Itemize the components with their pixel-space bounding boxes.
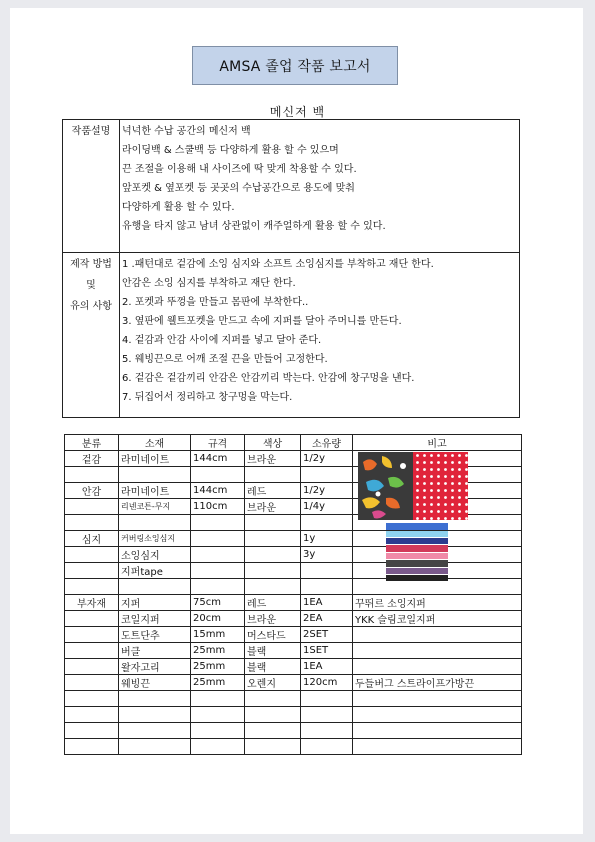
table-cell [65, 691, 119, 707]
materials-header-row [65, 435, 522, 451]
table-cell [119, 691, 191, 707]
description-table [62, 119, 520, 418]
table-cell [245, 579, 301, 595]
table-cell: 안감 [65, 483, 119, 499]
table-cell [65, 675, 119, 691]
table-cell [301, 691, 353, 707]
table-cell: 소잉심지 [119, 547, 191, 563]
table-cell: 1/4y [301, 499, 353, 515]
table-cell: 144cm [191, 483, 245, 499]
table-cell [65, 643, 119, 659]
table-cell [119, 739, 191, 755]
table-cell [191, 515, 245, 531]
table-cell: 1/2y [301, 483, 353, 499]
method-label-line: 제작 방법 [70, 259, 112, 270]
table-cell: 코일지퍼 [119, 611, 191, 627]
table-row [65, 595, 522, 611]
method-label-cell [63, 253, 120, 418]
table-cell: 블랙 [245, 643, 301, 659]
materials-header-cell: 규격 [191, 435, 245, 451]
table-cell: 머스타드 [245, 627, 301, 643]
table-cell: 레드 [245, 595, 301, 611]
table-cell: 겉감 [65, 451, 119, 467]
table-cell [245, 723, 301, 739]
method-step: 7. 뒤집어서 정리하고 창구멍을 막는다. [122, 392, 293, 403]
table-cell [245, 739, 301, 755]
materials-header-cell: 비고 [353, 435, 522, 451]
table-cell: YKK 슬림코일지퍼 [353, 611, 522, 627]
table-row [65, 611, 522, 627]
table-cell [65, 611, 119, 627]
table-cell: 1y [301, 531, 353, 547]
materials-header-cell: 소유량 [301, 435, 353, 451]
table-cell: 왈자고리 [119, 659, 191, 675]
materials-header-cell: 분류 [65, 435, 119, 451]
table-cell: 1SET [301, 643, 353, 659]
description-text-cell [120, 120, 520, 253]
table-cell [245, 467, 301, 483]
method-step: 1 .패턴대로 겉감에 소잉 심지와 소프트 소잉심지를 부착하고 재단 한다. [122, 259, 434, 270]
webbing-strap-image [386, 523, 448, 581]
table-cell: 3y [301, 547, 353, 563]
table-cell: 오렌지 [245, 675, 301, 691]
table-cell [301, 739, 353, 755]
table-cell: 1EA [301, 659, 353, 675]
table-cell: 심지 [65, 531, 119, 547]
table-cell [65, 547, 119, 563]
table-cell: 144cm [191, 451, 245, 467]
table-cell [119, 707, 191, 723]
table-cell [65, 499, 119, 515]
table-row [65, 579, 522, 595]
table-cell [301, 707, 353, 723]
description-line: 넉넉한 수납 공간의 메신저 백 [122, 126, 251, 137]
method-step: 3. 옆판에 웰트포켓을 만드고 속에 지퍼를 달아 주머니를 만든다. [122, 316, 402, 327]
table-row [65, 659, 522, 675]
table-cell: 브라운 [245, 451, 301, 467]
description-line: 라이딩백 & 스쿨백 등 다양하게 활용 할 수 있으며 [122, 145, 339, 156]
description-line: 유행을 타지 않고 남녀 상관없이 캐주얼하게 활용 할 수 있다. [122, 221, 386, 232]
table-cell: 레드 [245, 483, 301, 499]
table-cell: 라미네이트 [119, 451, 191, 467]
table-cell [65, 563, 119, 579]
table-cell: 110cm [191, 499, 245, 515]
table-cell [245, 563, 301, 579]
table-cell: 지퍼 [119, 595, 191, 611]
table-row [65, 691, 522, 707]
method-label-line: 유의 사항 [70, 301, 112, 312]
table-cell [65, 707, 119, 723]
table-cell [65, 467, 119, 483]
table-cell [191, 723, 245, 739]
method-step: 4. 겉감과 안감 사이에 지퍼를 넣고 달아 준다. [122, 335, 322, 346]
table-cell [191, 467, 245, 483]
table-cell [353, 643, 522, 659]
table-row [65, 627, 522, 643]
table-cell: 커버링소잉심지 [119, 531, 191, 547]
table-cell: 브라운 [245, 499, 301, 515]
table-cell [65, 739, 119, 755]
table-cell: 1/2y [301, 451, 353, 467]
table-cell [245, 531, 301, 547]
description-line: 끈 조절을 이용해 내 사이즈에 딱 맞게 착용할 수 있다. [122, 164, 357, 175]
table-cell: 리넨코튼-무지 [119, 499, 191, 515]
description-label-cell [63, 120, 120, 253]
table-cell: 버클 [119, 643, 191, 659]
table-cell [301, 563, 353, 579]
materials-header-cell: 소재 [119, 435, 191, 451]
table-cell: 두들버그 스트라이프가방끈 [353, 675, 522, 691]
table-cell [65, 723, 119, 739]
table-row [65, 675, 522, 691]
table-row [65, 723, 522, 739]
table-cell [245, 691, 301, 707]
table-cell: 25mm [191, 643, 245, 659]
table-cell [65, 515, 119, 531]
description-line: 다양하게 활용 할 수 있다. [122, 202, 235, 213]
table-cell: 지퍼tape [119, 563, 191, 579]
table-cell [191, 739, 245, 755]
table-cell: 15mm [191, 627, 245, 643]
table-cell [353, 707, 522, 723]
table-cell [119, 515, 191, 531]
table-cell [119, 579, 191, 595]
table-cell: 25mm [191, 659, 245, 675]
table-row [65, 739, 522, 755]
table-cell [301, 723, 353, 739]
table-cell: 2SET [301, 627, 353, 643]
materials-header-cell: 색상 [245, 435, 301, 451]
table-cell: 웨빙끈 [119, 675, 191, 691]
report-title: AMSA 졸업 작품 보고서 [192, 46, 398, 85]
table-cell [353, 659, 522, 675]
table-cell: 브라운 [245, 611, 301, 627]
table-cell: 1EA [301, 595, 353, 611]
table-cell: 75cm [191, 595, 245, 611]
table-row [65, 643, 522, 659]
table-cell [245, 707, 301, 723]
fabric-swatch-image [358, 452, 468, 520]
table-cell [245, 547, 301, 563]
table-cell [191, 531, 245, 547]
method-step: 6. 겉감은 겉감끼리 안감은 안감끼리 박는다. 안감에 창구멍을 낸다. [122, 373, 415, 384]
table-cell: 20cm [191, 611, 245, 627]
description-line: 앞포켓 & 옆포켓 등 곳곳의 수납공간으로 용도에 맞춰 [122, 183, 355, 194]
table-cell: 라미네이트 [119, 483, 191, 499]
method-step: 5. 웨빙끈으로 어깨 조절 끈을 만들어 고정한다. [122, 354, 328, 365]
table-cell [119, 467, 191, 483]
table-cell [65, 627, 119, 643]
table-cell [245, 515, 301, 531]
table-cell [191, 563, 245, 579]
table-cell [353, 739, 522, 755]
table-cell: 부자재 [65, 595, 119, 611]
product-subtitle: 메신저 백 [269, 105, 326, 119]
table-cell: 120cm [301, 675, 353, 691]
table-cell [353, 723, 522, 739]
table-cell [191, 691, 245, 707]
method-step: 안감은 소잉 심지를 부착하고 재단 한다. [122, 278, 296, 289]
table-cell: 블랙 [245, 659, 301, 675]
table-cell [301, 515, 353, 531]
table-cell [191, 579, 245, 595]
method-text-cell [120, 253, 520, 418]
table-cell [301, 579, 353, 595]
table-cell [353, 691, 522, 707]
table-cell: 꾸뛰르 소잉지퍼 [353, 595, 522, 611]
table-row [65, 563, 522, 579]
table-row [65, 547, 522, 563]
table-cell [65, 659, 119, 675]
table-row [65, 707, 522, 723]
description-label: 작품설명 [71, 126, 111, 137]
table-cell [191, 707, 245, 723]
table-cell [119, 723, 191, 739]
table-cell: 도트단추 [119, 627, 191, 643]
table-cell: 25mm [191, 675, 245, 691]
table-row [65, 531, 522, 547]
table-cell [301, 467, 353, 483]
table-cell [65, 579, 119, 595]
method-step: 2. 포켓과 뚜껑을 만들고 몸판에 부착한다.. [122, 297, 309, 308]
method-label-line: 및 [86, 280, 96, 291]
table-cell [191, 547, 245, 563]
table-cell [353, 627, 522, 643]
table-cell: 2EA [301, 611, 353, 627]
